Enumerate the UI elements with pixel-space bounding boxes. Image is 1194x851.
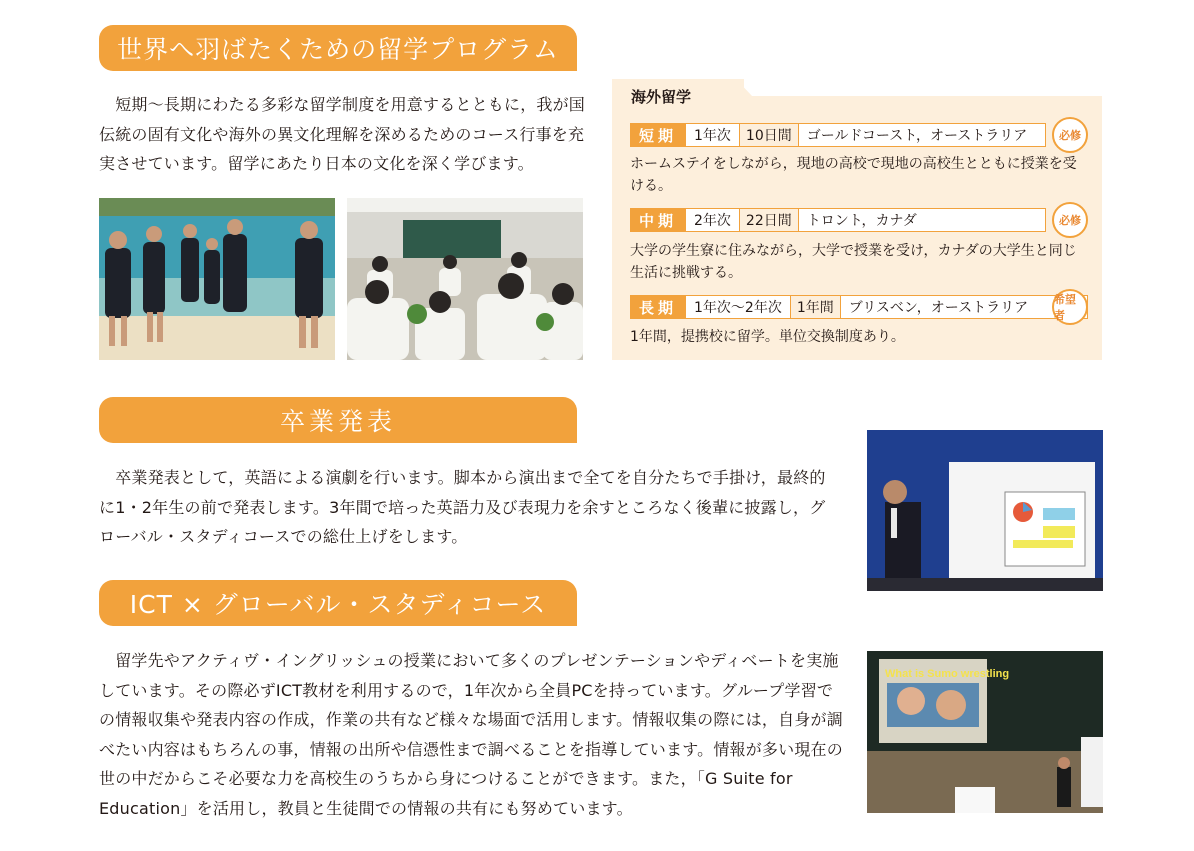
study-abroad-panel-tab-notch (736, 79, 752, 96)
study-abroad-panel-heading: 海外留学 (631, 88, 692, 106)
program-destination: ゴールドコースト，オーストラリア (798, 123, 1046, 147)
program-duration: 10日間 (740, 123, 798, 147)
classroom-photo (347, 198, 583, 360)
program-destination: ブリスベン，オーストラリア (840, 295, 1088, 319)
screen-caption: What is Sumo wrestling (885, 668, 1010, 680)
program-year: 1年次〜2年次 (686, 295, 791, 319)
program-term: 短期 (630, 123, 686, 147)
presentation-photo (867, 430, 1103, 591)
program-year: 2年次 (686, 208, 740, 232)
program-description: ホームステイをしながら，現地の高校で現地の高校生とともに授業を受ける。 (630, 156, 1077, 194)
program-term: 中期 (630, 208, 686, 232)
program-year: 1年次 (686, 123, 740, 147)
required-badge: 必修 (1052, 202, 1088, 238)
sumo-presentation-photo (867, 651, 1103, 813)
program-description: 大学の学生寮に住みながら，大学で授業を受け，カナダの大学生と同じ生活に挑戦する。 (630, 243, 1077, 281)
program-description: 1年間，提携校に留学。単位交換制度あり。 (630, 329, 905, 345)
program-destination: トロント，カナダ (798, 208, 1046, 232)
program-term: 長期 (630, 295, 686, 319)
study-abroad-title: 世界へ羽ばたくための留学プログラム (99, 25, 577, 71)
required-badge: 必修 (1052, 117, 1088, 153)
ict-text: 留学先やアクティヴ・イングリッシュの授業において多くのプレゼンテーションやディベートを実施しています。その際必ずICT教材を利用するので，1年次から全員PCを持っています。グループ学習での情報収集や発表内容の作成，作業の共有など様々な場面で活用します。情報収集の際には，自身が調べたい内容はもちろんの事，情報の出所や信憑性まで調べることを指導しています。情報が多い現在の世の中だからこそ必要な力を高校生のうちから身につけることができます。また，「G Suite for Education」を活用し，教員と生徒間での情報の共有にも努めています。 (99, 651, 843, 818)
program-row-short (630, 123, 1046, 147)
program-row-mid (630, 208, 1046, 232)
graduation-title: 卒業発表 (99, 397, 577, 443)
beach-photo (99, 198, 335, 360)
graduation-text: 卒業発表として，英語による演劇を行います。脚本から演出まで全てを自分たちで手掛け，最終的に1・2年生の前で発表します。3年間で培った英語力及び表現力を余すところなく後輩に披露し，グローバル・スタディコースでの総仕上げをします。 (99, 468, 826, 546)
ict-title: ICT × グローバル・スタディコース (99, 580, 577, 626)
study-abroad-text: 短期〜長期にわたる多彩な留学制度を用意するとともに，我が国伝統の固有文化や海外の異文化理解を深めるためのコース行事を充実させています。留学にあたり日本の文化を深く学びます。 (99, 95, 586, 173)
program-duration: 1年間 (791, 295, 840, 319)
program-row-long (630, 295, 1088, 319)
program-duration: 22日間 (740, 208, 798, 232)
elective-badge: 希望者 (1052, 289, 1088, 325)
